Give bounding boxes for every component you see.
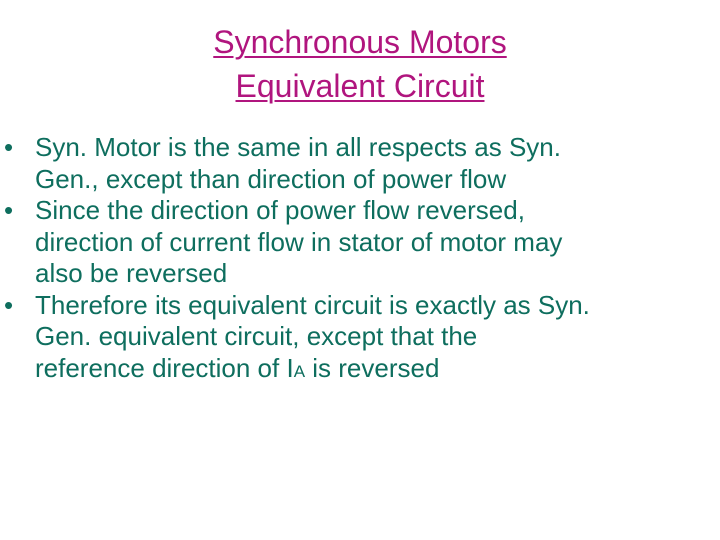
title-line-2: Equivalent Circuit (235, 68, 485, 104)
bullet-line: Syn. Motor is the same in all respects as Syn. (35, 132, 561, 162)
bullet-line (35, 353, 720, 388)
bullet-marker: • (4, 132, 14, 162)
bullet-item (0, 195, 720, 290)
bullet-line: Since the direction of power flow reversed, (35, 195, 525, 225)
bullet-line: Therefore its equivalent circuit is exactly as Syn. (35, 289, 590, 320)
bullet-line: direction of current flow in stator of motor may (35, 226, 563, 257)
bullet-marker: • (4, 195, 14, 225)
bullet-line: Gen. equivalent circuit, except that the (35, 321, 478, 351)
bullet-line: also be reversed (35, 258, 228, 288)
bullet-item (0, 290, 720, 388)
title-line-1: Synchronous Motors (213, 24, 507, 60)
current-subscript: A (293, 361, 306, 381)
bullet-marker: • (4, 289, 14, 320)
bullet-item (0, 132, 720, 195)
text-before-subscript: reference direction of I (35, 352, 294, 383)
text-after-subscript: is reversed (305, 352, 440, 383)
bullet-line: Gen., except than direction of power flow (35, 163, 507, 194)
slide-title (0, 20, 720, 108)
bullet-list (0, 132, 720, 387)
